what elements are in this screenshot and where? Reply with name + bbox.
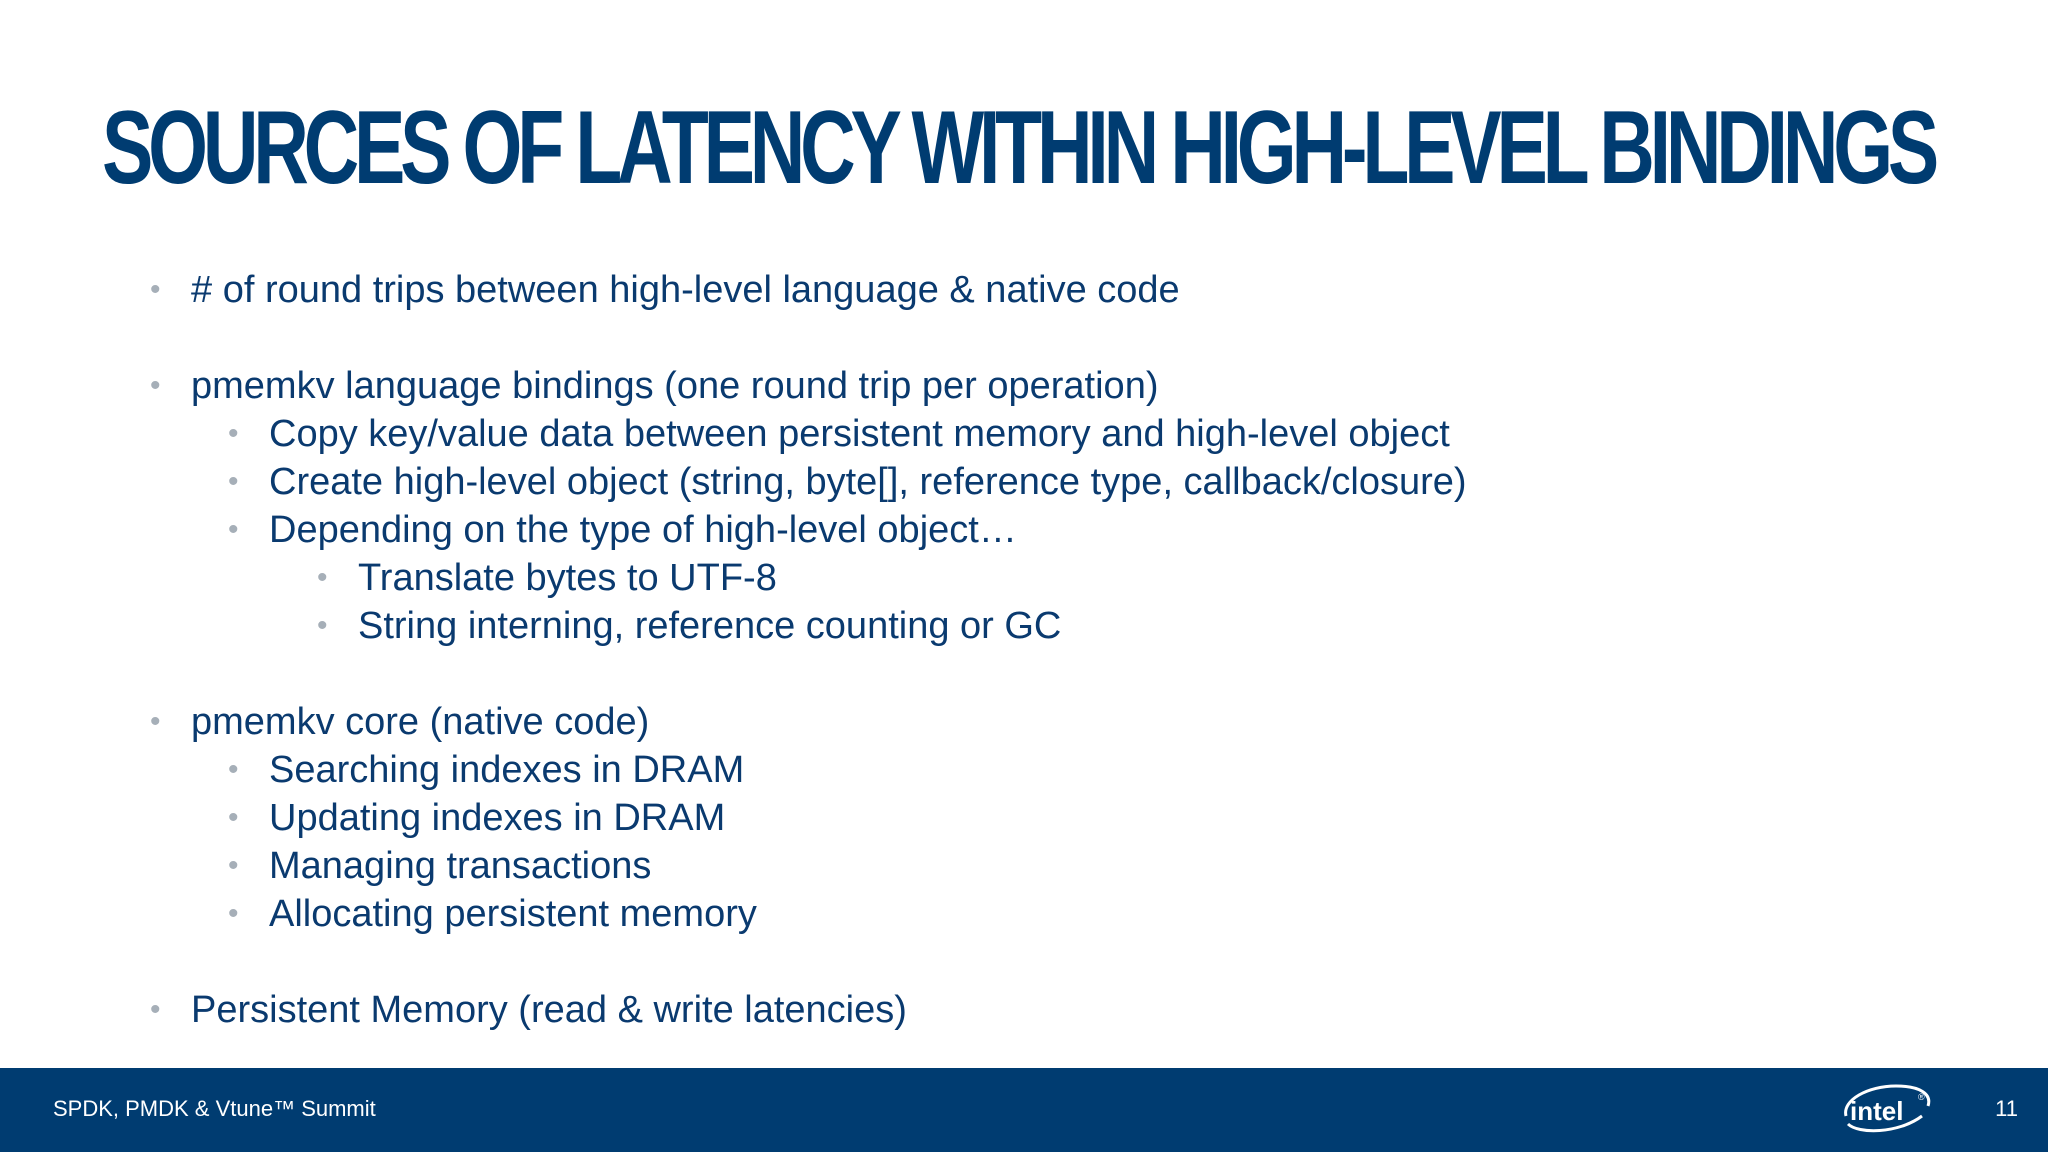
bullet-dot: •: [317, 561, 328, 594]
bullet-item: [150, 266, 1850, 314]
sub-bullet-item: [150, 890, 1850, 938]
bullet-dot: •: [317, 609, 328, 642]
bullet-text: Copy key/value data between persistent memory and high-level object: [269, 413, 1450, 455]
sub-sub-bullet-item: [150, 602, 1850, 650]
sub-sub-bullet-item: [150, 554, 1850, 602]
page-number: 11: [1995, 1096, 2018, 1121]
sub-bullet-item: [150, 746, 1850, 794]
bullet-list: [150, 266, 1850, 1034]
sub-bullet-item: [150, 506, 1850, 554]
bullet-dot: •: [228, 801, 239, 834]
bullet-dot: •: [228, 897, 239, 930]
registered-mark: ®: [1918, 1092, 1925, 1102]
footer-bar: [0, 1068, 2048, 1152]
bullet-dot: •: [150, 993, 161, 1026]
bullet-dot: •: [228, 513, 239, 546]
bullet-text: pmemkv core (native code): [191, 701, 650, 743]
bullet-text: pmemkv language bindings (one round trip per operation): [191, 365, 1159, 407]
slide-title: SOURCES OF LATENCY WITHIN HIGH-LEVEL BINDINGS: [102, 90, 1935, 206]
bullet-text: Managing transactions: [269, 845, 652, 887]
bullet-text: String interning, reference counting or GC: [358, 605, 1062, 647]
bullet-item: [150, 698, 1850, 746]
event-name: SPDK, PMDK & Vtune™ Summit: [53, 1096, 376, 1121]
bullet-item: [150, 362, 1850, 410]
intel-logo: [1838, 1080, 1934, 1138]
bullet-text: Updating indexes in DRAM: [269, 797, 726, 839]
bullet-text: Allocating persistent memory: [269, 893, 757, 935]
bullet-text: Create high-level object (string, byte[], reference type, callback/closure): [269, 461, 1467, 503]
bullet-dot: •: [150, 369, 161, 402]
bullet-text: Depending on the type of high-level object…: [269, 509, 1017, 551]
bullet-dot: •: [228, 849, 239, 882]
bullet-dot: •: [228, 417, 239, 450]
logo-wordmark: intel: [1850, 1096, 1904, 1126]
sub-bullet-item: [150, 410, 1850, 458]
bullet-dot: •: [150, 273, 161, 306]
bullet-dot: •: [228, 753, 239, 786]
sub-bullet-item: [150, 842, 1850, 890]
bullet-item: [150, 986, 1850, 1034]
sub-bullet-item: [150, 458, 1850, 506]
bullet-dot: •: [228, 465, 239, 498]
bullet-text: # of round trips between high-level language & native code: [191, 269, 1180, 311]
sub-bullet-item: [150, 794, 1850, 842]
bullet-text: Translate bytes to UTF-8: [358, 557, 777, 599]
bullet-dot: •: [150, 705, 161, 738]
bullet-text: Persistent Memory (read & write latencies): [191, 989, 907, 1031]
bullet-text: Searching indexes in DRAM: [269, 749, 745, 791]
